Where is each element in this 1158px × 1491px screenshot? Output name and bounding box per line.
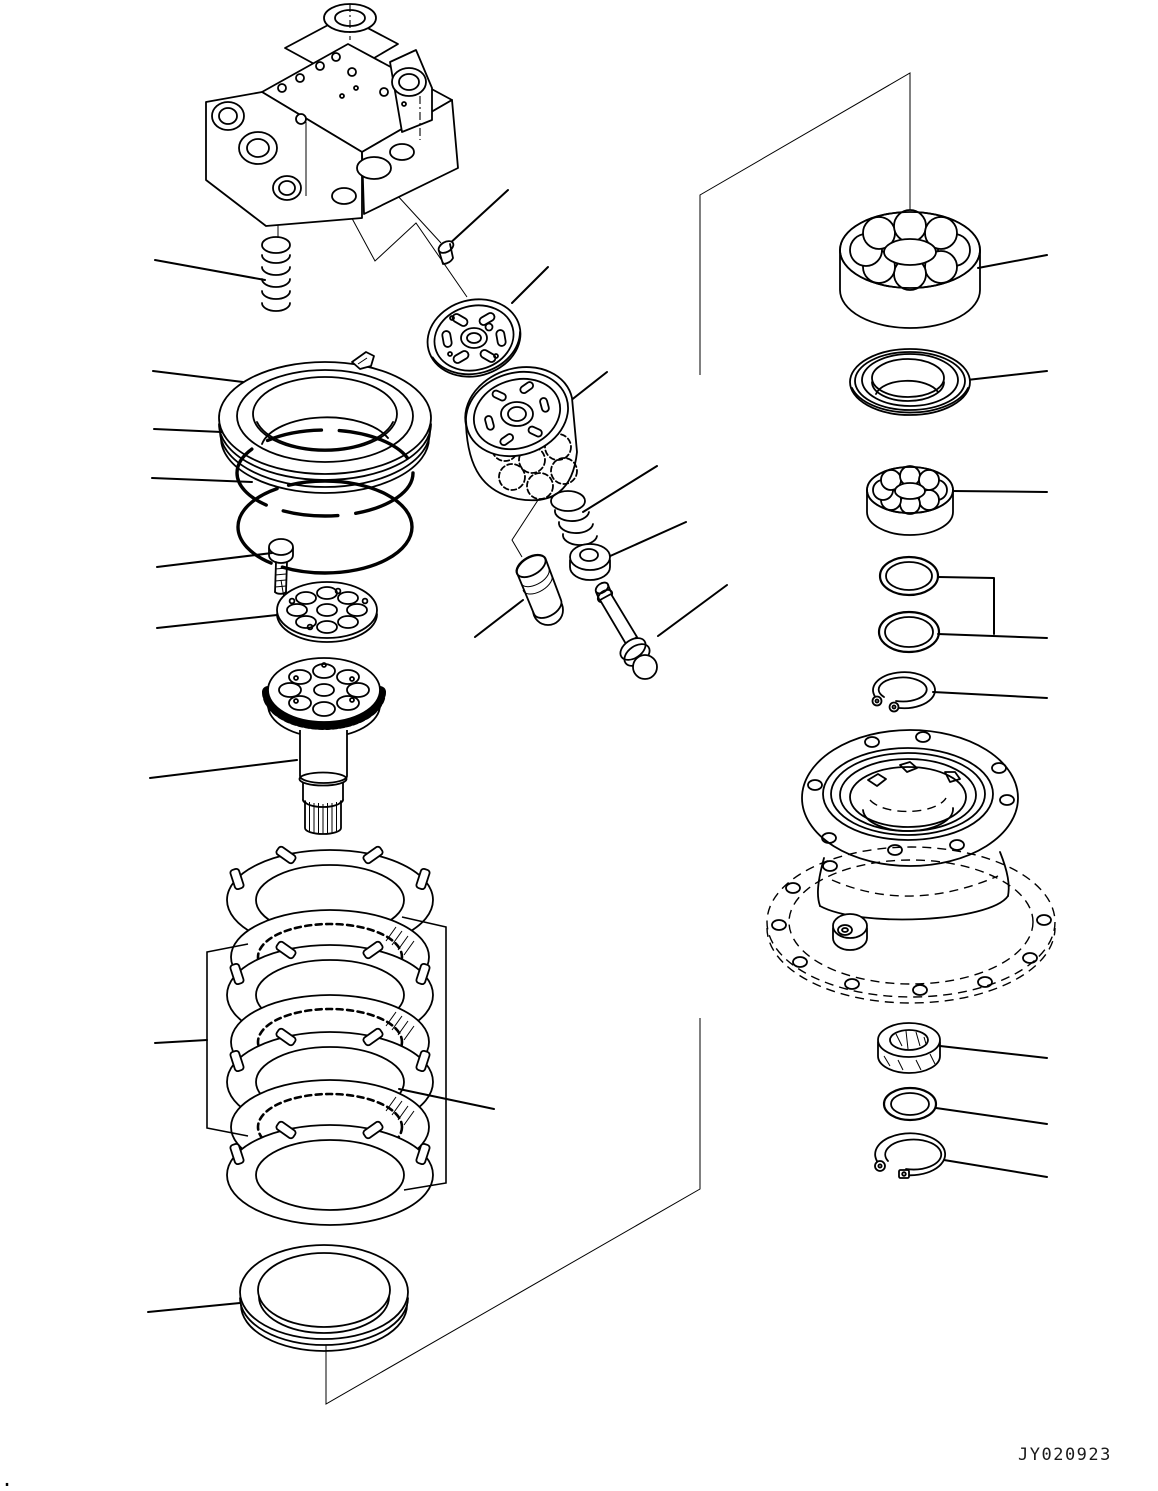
washer: [884, 1088, 936, 1120]
figure-code: JY020923: [1018, 1445, 1112, 1465]
corner-mark: .: [1, 1467, 14, 1491]
cylinder-block: [455, 359, 579, 500]
valve-pin: [437, 239, 456, 264]
snap-ring-lower: [875, 1133, 945, 1178]
ball-bearing-small: [867, 466, 953, 535]
o-ring-large-2: [238, 481, 412, 573]
o-ring-small-2: [879, 612, 939, 652]
ball-bearing-large: [840, 210, 980, 328]
coil-spring: [262, 237, 290, 311]
piston: [513, 550, 563, 625]
motor-valve-body: [206, 4, 458, 226]
oil-seal: [850, 349, 970, 415]
snap-ring-upper: [873, 672, 936, 711]
steel-ring: [240, 1245, 408, 1351]
friction-plate-stack: [207, 846, 494, 1225]
oil-seal-ring: [219, 352, 431, 493]
pivot-pin: [594, 580, 657, 679]
splined-collar: [878, 1023, 940, 1073]
drive-gear-shaft: [268, 658, 380, 834]
swing-machinery-housing: [767, 730, 1055, 1003]
spring-washer: [570, 544, 610, 580]
retainer-plate: [277, 582, 377, 642]
piston-spring: [551, 491, 597, 545]
o-ring-small-1: [880, 557, 938, 595]
